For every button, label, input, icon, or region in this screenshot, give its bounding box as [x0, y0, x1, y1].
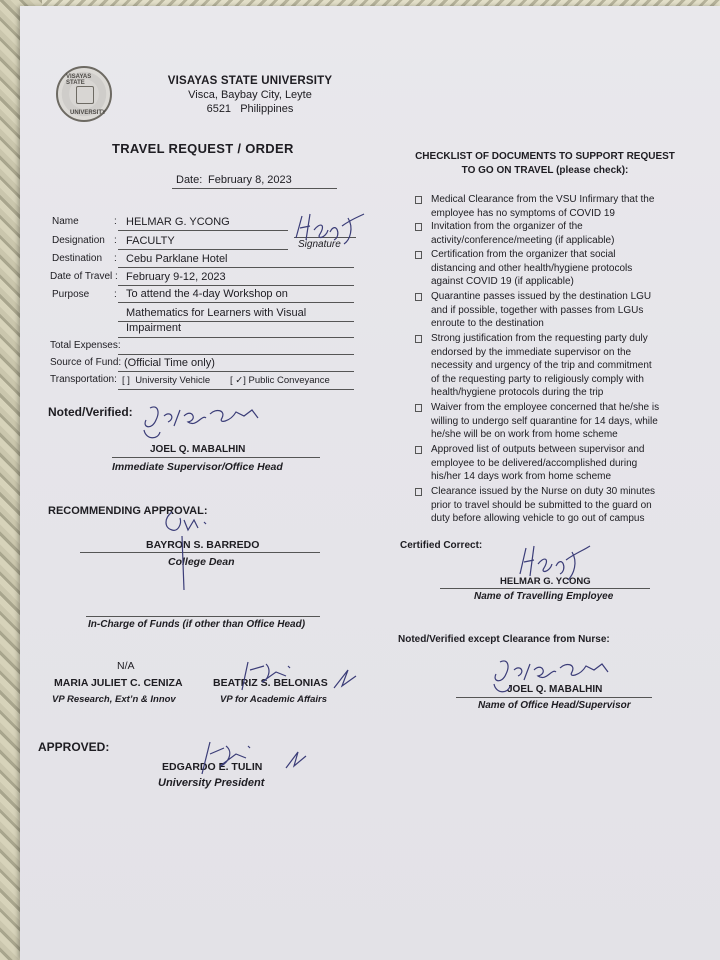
purpose-line-1: To attend the 4-day Workshop on — [126, 288, 288, 300]
date-travel-label: Date of Travel : — [50, 271, 118, 282]
university-name: VISAYAS STATE UNIVERSITY — [167, 75, 333, 87]
name-colon: : — [114, 216, 117, 227]
purpose-colon: : — [114, 289, 117, 300]
transportation-label: Transportation: — [50, 374, 117, 385]
checklist-checkbox[interactable] — [415, 223, 422, 231]
checklist-item-text — [431, 290, 679, 331]
checklist-item-line: employee to be delivered/accomplished during — [431, 457, 638, 469]
name-underline — [118, 230, 288, 231]
date-travel-underline — [118, 285, 354, 286]
checklist-checkbox[interactable] — [415, 293, 422, 301]
checklist-item-line: willing to undergo self quarantine for 14 days, while — [431, 415, 658, 427]
employee-signature-line — [440, 588, 650, 589]
address-line-2: 6521 Philippines — [206, 103, 294, 115]
dean-title: College Dean — [168, 556, 235, 568]
date-underline — [172, 188, 337, 189]
date-travel-value: February 9-12, 2023 — [126, 271, 226, 283]
checklist-item-text — [431, 248, 679, 289]
checklist-checkbox[interactable] — [415, 251, 422, 259]
checklist-item-line: Quarantine passes issued by the destination LGU — [431, 291, 652, 302]
employee-signature — [500, 540, 600, 588]
purpose-line-3: Impairment — [126, 322, 182, 334]
checklist-item-line: Strong justification from the requesting party duly — [431, 333, 648, 344]
transportation-underline — [118, 389, 354, 390]
office-head-signature — [488, 656, 618, 700]
vp-research-title: VP Research, Ext’n & Innov — [52, 694, 176, 705]
vp-academic-name: BEATRIZ S. BELONIAS — [213, 677, 328, 689]
employee-title: Name of Travelling Employee — [474, 591, 614, 602]
checklist-checkbox[interactable] — [415, 404, 422, 412]
vp-academic-title: VP for Academic Affairs — [220, 694, 328, 705]
approved-label: APPROVED: — [38, 740, 110, 754]
total-expenses-underline — [118, 354, 354, 355]
checklist-item-text — [431, 443, 679, 484]
checklist-title — [412, 150, 678, 178]
checklist-item-line: employee has no symptoms of COVID 19 — [431, 207, 615, 219]
name-label: Name — [52, 216, 79, 227]
checklist-item-line: activity/conference/meeting (if applicable) — [431, 234, 615, 246]
checklist-checkbox[interactable] — [415, 488, 422, 496]
supervisor-title: Immediate Supervisor/Office Head — [112, 461, 283, 473]
checklist-item-line: prior to travel should be submitted to the guard on — [431, 499, 652, 511]
president-name: EDGARDO E. TULIN — [162, 761, 263, 773]
funds-signature-line — [86, 616, 320, 617]
source-fund-underline — [118, 371, 354, 372]
president-title: University President — [158, 777, 265, 789]
vp-research-name: MARIA JULIET C. CENIZA — [54, 677, 183, 689]
date-value: February 8, 2023 — [208, 174, 292, 186]
checklist-item-line: Waiver from the employee concerned that he/she is — [431, 402, 660, 413]
noted-verified-label: Noted/Verified: — [48, 405, 133, 419]
checklist-item-line: Invitation from the organizer of the — [431, 221, 583, 232]
destination-underline — [118, 267, 354, 268]
checklist-item-line: endorsed by the immediate supervisor on the — [431, 346, 632, 358]
checklist-item-text — [431, 193, 679, 220]
form-title: TRAVEL REQUEST / ORDER — [112, 141, 294, 156]
recommending-approval-label: RECOMMENDING APPROVAL: — [48, 505, 208, 517]
source-fund-value: (Official Time only) — [124, 357, 215, 369]
date-label: Date: — [176, 174, 203, 186]
checklist-item-text — [431, 332, 679, 400]
certified-correct-label: Certified Correct: — [400, 540, 483, 551]
office-head-name: JOEL Q. MABALHIN — [507, 684, 603, 695]
checklist-checkbox[interactable] — [415, 335, 422, 343]
checklist-item-line: Certification from the organizer that social — [431, 249, 616, 260]
dean-signature — [160, 508, 220, 598]
president-signature — [190, 738, 320, 782]
applicant-signature — [290, 210, 370, 250]
source-fund-label: Source of Fund: — [50, 357, 122, 368]
office-head-title: Name of Office Head/Supervisor — [478, 700, 631, 711]
checklist-item-line: of the requesting party to religiously comply with — [431, 373, 644, 385]
dean-name: BAYRON S. BARREDO — [146, 539, 260, 551]
checklist-item-line: duty before allowing vehicle to go out of campus — [431, 513, 645, 524]
checklist-title-line-1: CHECKLIST OF DOCUMENTS TO SUPPORT REQUEST — [415, 151, 675, 162]
destination-colon: : — [114, 253, 117, 264]
letterhead — [150, 75, 350, 115]
address-line-1: Visca, Baybay City, Leyte — [188, 89, 312, 101]
supervisor-name: JOEL Q. MABALHIN — [150, 444, 246, 455]
checklist-item-text — [431, 220, 679, 247]
checklist-item-line: Approved list of outputs between supervisor and — [431, 444, 645, 455]
designation-underline — [118, 249, 288, 250]
checklist-item-line: distancing and other health/hygiene protocols — [431, 262, 633, 274]
designation-value: FACULTY — [126, 235, 175, 247]
funds-label: In-Charge of Funds (if other than Office Head) — [88, 619, 306, 630]
total-expenses-label: Total Expenses: — [50, 340, 121, 351]
transport-option-public-conveyance: [ ✓] Public Conveyance — [230, 375, 330, 386]
designation-colon: : — [114, 235, 117, 246]
checklist-item-text — [431, 485, 679, 526]
checklist-item-line: and if possible, together with passes from LGUs — [431, 304, 644, 316]
destination-value: Cebu Parklane Hotel — [126, 253, 228, 265]
checklist-item-line: Medical Clearance from the VSU Infirmary that the — [431, 194, 655, 205]
noted-nurse-label: Noted/Verified except Clearance from Nurse: — [398, 634, 610, 645]
destination-label: Destination — [52, 253, 103, 264]
checklist-checkbox[interactable] — [415, 446, 422, 454]
designation-label: Designation — [52, 235, 105, 246]
supervisor-signature-line — [112, 457, 320, 458]
na-text: N/A — [117, 660, 135, 672]
vp-academic-signature — [238, 660, 368, 700]
purpose-underline-3 — [118, 337, 354, 338]
purpose-line-2: Mathematics for Learners with Visual — [126, 307, 307, 319]
purpose-underline-1 — [118, 302, 354, 303]
purpose-label: Purpose — [52, 289, 90, 300]
checklist-item-line: his/her 14 days work from home scheme — [431, 471, 612, 482]
employee-name: HELMAR G. YCONG — [500, 576, 591, 587]
university-seal: VISAYAS STATE UNIVERSITY — [56, 66, 112, 122]
checklist-checkbox[interactable] — [415, 196, 422, 204]
transport-option-university-vehicle: [ ] University Vehicle — [122, 375, 211, 386]
checklist-item-line: enroute to the destination — [431, 318, 544, 329]
checklist-item-line: against COVID 19 (if applicable) — [431, 276, 574, 287]
checklist-item-line: Clearance issued by the Nurse on duty 30 minutes — [431, 486, 656, 497]
checklist-title-line-2: TO GO ON TRAVEL (please check): — [461, 165, 629, 176]
name-value: HELMAR G. YCONG — [126, 216, 230, 228]
checklist-item-line: he/she will be on work from home scheme — [431, 429, 618, 440]
checklist-item-line: health/hygiene protocols during the trip — [431, 387, 604, 398]
supervisor-signature — [140, 400, 270, 444]
checklist-item-line: necessity and urgency of the trip and commitment — [431, 360, 652, 371]
checklist-item-text — [431, 401, 679, 442]
signature-label: Signature — [298, 239, 341, 250]
